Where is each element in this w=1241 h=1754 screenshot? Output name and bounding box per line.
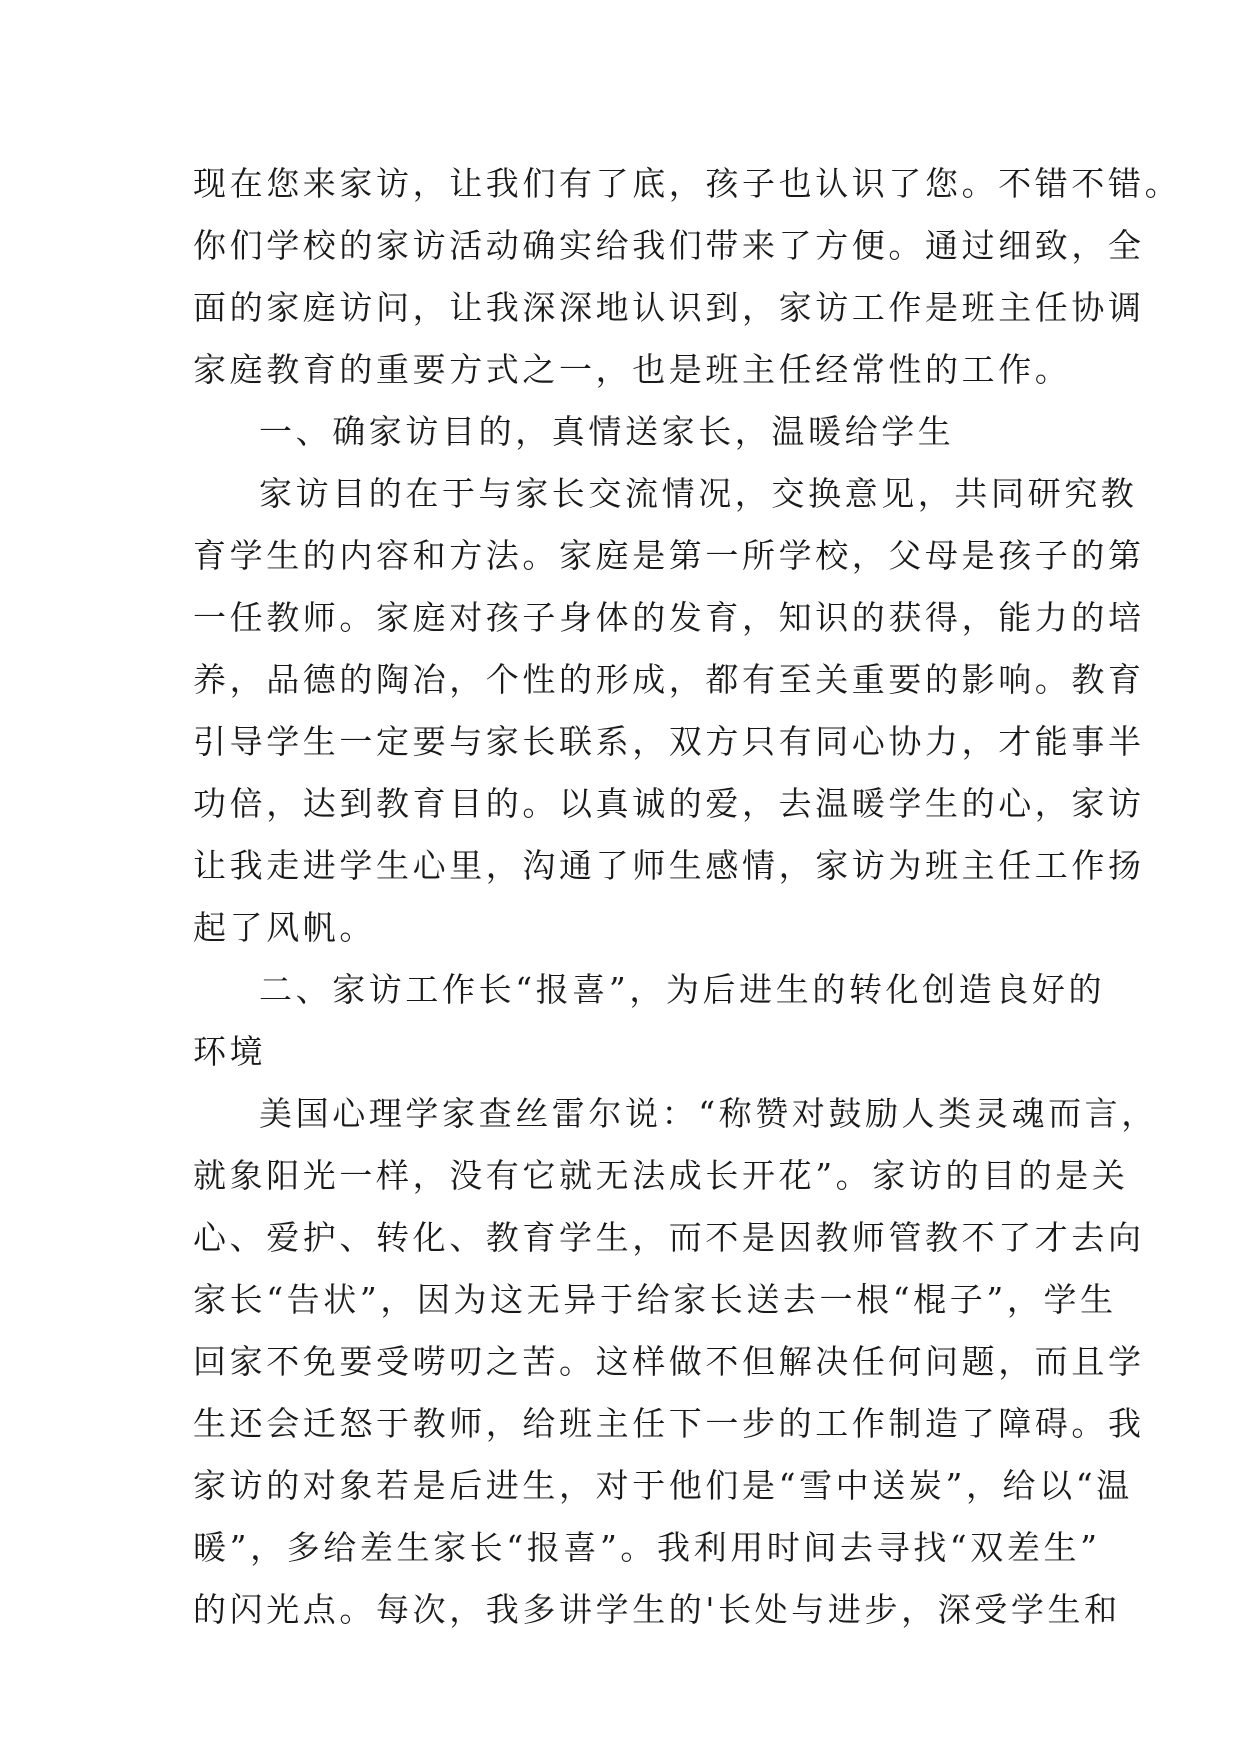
- document-body: [193, 153, 1182, 1641]
- paragraph-line: 育学生的内容和方法。家庭是第一所学校，父母是孩子的第: [193, 536, 1145, 575]
- paragraph-line: 家庭教育的重要方式之一，也是班主任经常性的工作。: [193, 350, 1072, 389]
- paragraph-line: 家访的对象若是后进生，对于他们是“雪中送炭”，给以“温: [193, 1466, 1133, 1505]
- paragraph-line: 引导学生一定要与家长联系，双方只有同心协力，才能事半: [193, 722, 1145, 761]
- section-heading-2: 二、家访工作长“报喜”，为后进生的转化创造良好的: [259, 970, 1106, 1009]
- paragraph-line: 就象阳光一样，没有它就无法成长开花”。家访的目的是关: [193, 1156, 1129, 1195]
- paragraph-line: 一任教师。家庭对孩子身体的发育，知识的获得，能力的培: [193, 598, 1145, 637]
- paragraph-line: 现在您来家访，让我们有了底，孩子也认识了您。不错不错。: [193, 164, 1182, 203]
- section-heading-2-continued: 环境: [193, 1032, 267, 1071]
- section-heading-1: 一、确家访目的，真情送家长，温暖给学生: [259, 412, 955, 451]
- paragraph-line: 的闪光点。每次，我多讲学生的'长处与进步，深受学生和: [193, 1590, 1121, 1629]
- paragraph-line: 美国心理学家查丝雷尔说：“称赞对鼓励人类灵魂而言，: [259, 1094, 1158, 1133]
- paragraph-line: 养，品德的陶冶，个性的形成，都有至关重要的影响。教育: [193, 660, 1145, 699]
- paragraph-line: 起了风帆。: [193, 908, 376, 947]
- paragraph-line: 家访目的在于与家长交流情况，交换意见，共同研究教: [259, 474, 1138, 513]
- paragraph-line: 你们学校的家访活动确实给我们带来了方便。通过细致，全: [193, 226, 1145, 265]
- paragraph-line: 暖”，多给差生家长“报喜”。我利用时间去寻找“双差生”: [193, 1528, 1101, 1567]
- paragraph-line: 心、爱护、转化、教育学生，而不是因教师管教不了才去向: [193, 1218, 1145, 1257]
- paragraph-line: 家长“告状”，因为这无异于给家长送去一根“棍子”，学生: [193, 1280, 1117, 1319]
- paragraph-line: 让我走进学生心里，沟通了师生感情，家访为班主任工作扬: [193, 846, 1145, 885]
- paragraph-line: 面的家庭访问，让我深深地认识到，家访工作是班主任协调: [193, 288, 1145, 327]
- paragraph-line: 回家不免要受唠叨之苦。这样做不但解决任何问题，而且学: [193, 1342, 1145, 1381]
- paragraph-line: 生还会迁怒于教师，给班主任下一步的工作制造了障碍。我: [193, 1404, 1145, 1443]
- paragraph-line: 功倍，达到教育目的。以真诚的爱，去温暖学生的心，家访: [193, 784, 1145, 823]
